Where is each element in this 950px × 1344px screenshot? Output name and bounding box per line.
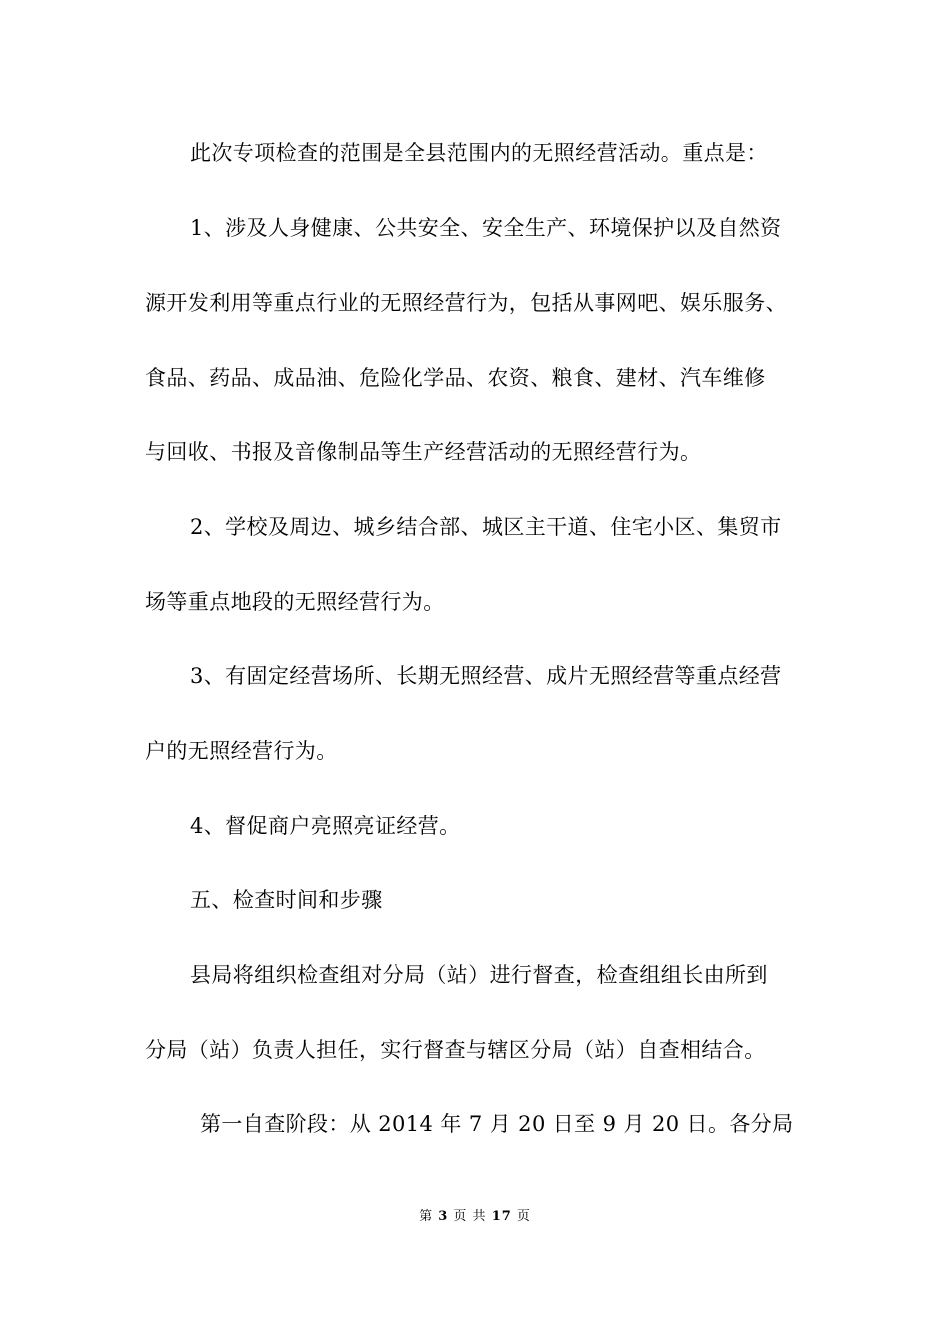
footer-prefix: 第	[419, 1209, 434, 1224]
paragraph-line: 食品、药品、成品油、危险化学品、农资、粮食、建材、汽车维修	[145, 366, 766, 390]
paragraph-line: 分局（站）负责人担任，实行督查与辖区分局（站）自查相结合。	[145, 1038, 766, 1062]
paragraph-line: 3、有固定经营场所、长期无照经营、成片无照经营等重点经营	[190, 664, 782, 688]
paragraph-line: 4、督促商户亮照亮证经营。	[190, 814, 461, 838]
paragraph-line: 源开发利用等重点行业的无照经营行为，包括从事网吧、娱乐服务、	[145, 291, 787, 315]
footer-suffix: 页	[516, 1209, 531, 1224]
paragraph-line: 场等重点地段的无照经营行为。	[145, 590, 445, 614]
paragraph-line: 户的无照经营行为。	[145, 739, 338, 763]
page-footer	[0, 1207, 950, 1227]
footer-middle: 页 共	[453, 1209, 487, 1224]
paragraph-line: 第一自查阶段：从 2014 年 7 月 20 日至 9 月 20 日。各分局	[200, 1112, 794, 1136]
paragraph-line: 与回收、书报及音像制品等生产经营活动的无照经营行为。	[145, 440, 702, 464]
paragraph-line: 此次专项检查的范围是全县范围内的无照经营活动。重点是：	[190, 141, 768, 165]
section-heading: 五、检查时间和步骤	[190, 888, 383, 912]
paragraph-line: 县局将组织检查组对分局（站）进行督查，检查组组长由所到	[190, 963, 768, 987]
paragraph-line: 2、学校及周边、城乡结合部、城区主干道、住宅小区、集贸市	[190, 515, 782, 539]
footer-total-pages: 17	[491, 1209, 512, 1224]
paragraph-line: 1、涉及人身健康、公共安全、安全生产、环境保护以及自然资	[190, 216, 782, 240]
footer-current-page: 3	[438, 1209, 449, 1224]
